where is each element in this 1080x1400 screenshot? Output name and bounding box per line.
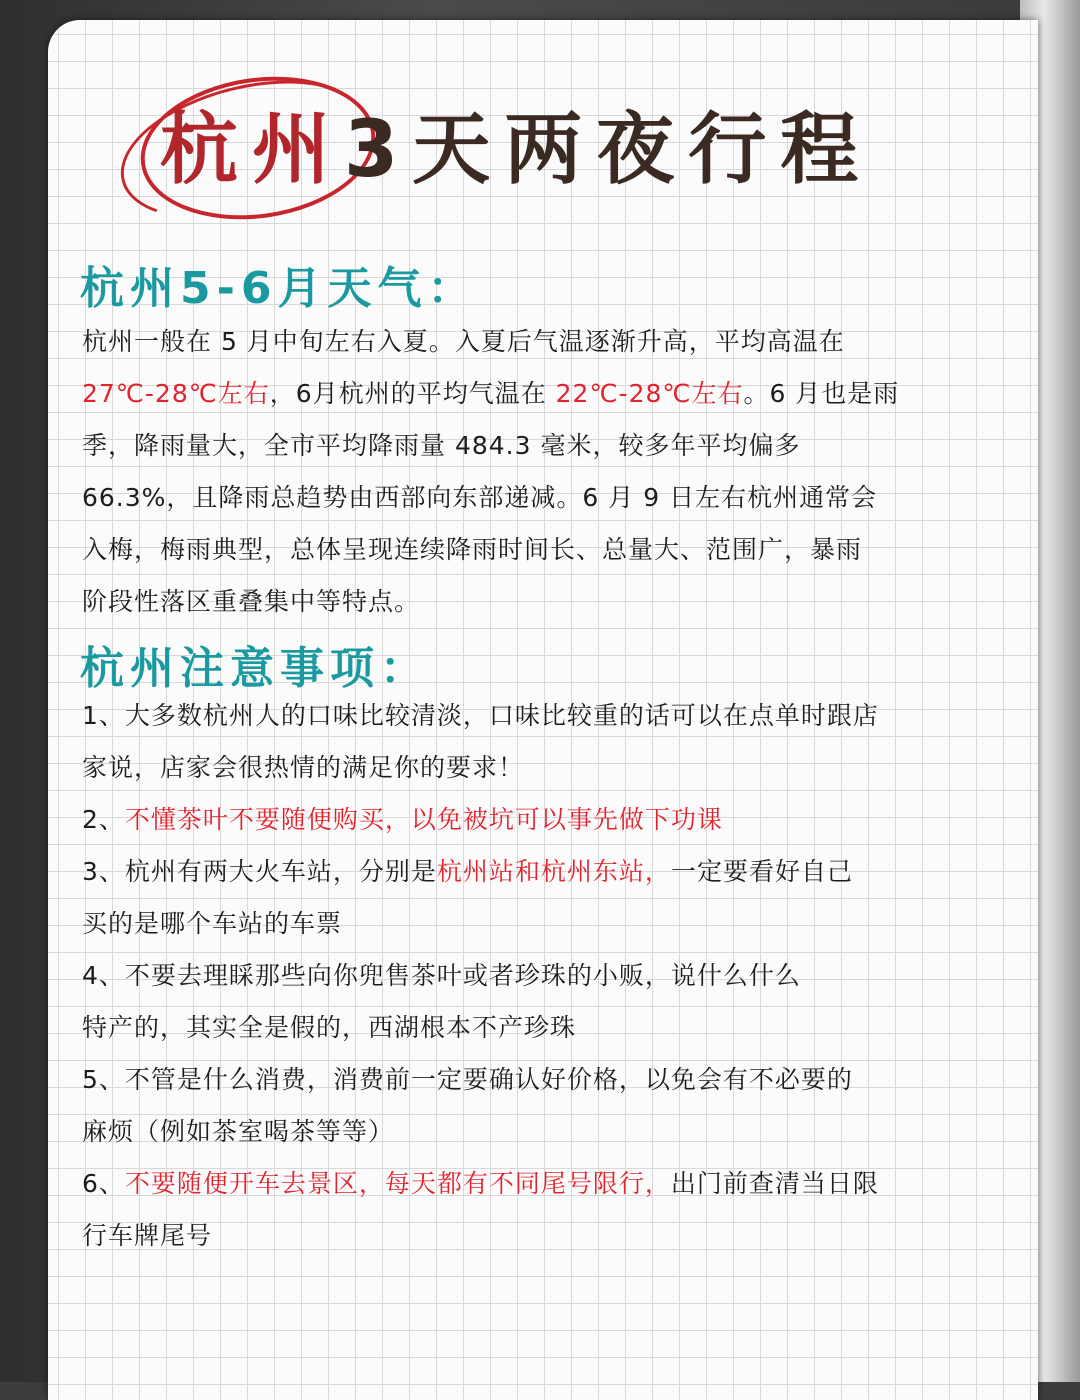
text-segment: 季，降雨量大，全市平均降雨量 484.3 毫米，较多年平均偏多 xyxy=(82,431,801,460)
text-segment: 5、不管是什么消费，消费前一定要确认好价格，以免会有不必要的 xyxy=(82,1065,853,1094)
title-rest: 3天两夜行程 xyxy=(344,105,873,195)
weather-line xyxy=(82,576,962,628)
text-segment: 4、不要去理睬那些向你兜售茶叶或者珍珠的小贩，说什么什么 xyxy=(82,961,801,990)
text-segment: 6、 xyxy=(82,1169,125,1198)
note-line xyxy=(82,1158,962,1210)
highlighted-text: 不要随便开车去景区，每天都有不同尾号限行， xyxy=(124,1169,671,1198)
text-segment: 1、大多数杭州人的口味比较清淡，口味比较重的话可以在点单时跟店 xyxy=(82,701,879,730)
text-segment: 一定要看好自己 xyxy=(670,857,853,886)
notes-list xyxy=(82,690,962,1262)
text-segment: 家说，店家会很热情的满足你的要求！ xyxy=(82,753,525,782)
weather-line xyxy=(82,368,962,420)
text-segment: 特产的，其实全是假的，西湖根本不产珍珠 xyxy=(82,1013,577,1042)
page-title xyxy=(160,88,872,198)
weather-line xyxy=(82,524,962,576)
note-line xyxy=(82,794,962,846)
text-segment: ，6月杭州的平均气温在 xyxy=(269,379,556,408)
text-segment: 杭州一般在 5 月中旬左右入夏。入夏后气温逐渐升高，平均高温在 xyxy=(82,327,845,356)
weather-paragraph xyxy=(82,316,962,628)
note-line xyxy=(82,1002,962,1054)
title-highlight: 杭州 xyxy=(160,105,345,195)
note-line xyxy=(82,1210,962,1262)
text-segment: 买的是哪个车站的车票 xyxy=(82,909,343,938)
text-segment: 3、杭州有两大火车站，分别是 xyxy=(82,857,437,886)
text-segment: 行车牌尾号 xyxy=(82,1221,213,1250)
weather-heading: 杭州5-6月天气： xyxy=(80,263,478,314)
highlighted-text: 22℃-28℃左右 xyxy=(555,379,744,408)
text-segment: 入梅，梅雨典型，总体呈现连续降雨时间长、总量大、范围广，暴雨 xyxy=(82,535,863,564)
note-line xyxy=(82,1106,962,1158)
text-segment: 66.3%，且降雨总趋势由西部向东部递减。6 月 9 日左右杭州通常会 xyxy=(82,483,878,512)
highlighted-text: 27℃-28℃左右 xyxy=(82,379,270,408)
weather-line xyxy=(82,316,962,368)
text-segment: 2、 xyxy=(82,805,125,834)
text-segment: 出门前查清当日限 xyxy=(670,1169,879,1198)
note-line xyxy=(82,898,962,950)
note-line xyxy=(82,742,962,794)
weather-line xyxy=(82,420,962,472)
weather-line xyxy=(82,472,962,524)
note-line xyxy=(82,690,962,742)
text-segment: 阶段性落区重叠集中等特点。 xyxy=(82,587,421,616)
note-line xyxy=(82,846,962,898)
note-line xyxy=(82,950,962,1002)
text-segment: 。6 月也是雨 xyxy=(743,379,900,408)
highlighted-text: 不懂茶叶不要随便购买，以免被坑可以事先做下功课 xyxy=(124,805,723,834)
text-segment: 麻烦（例如茶室喝茶等等） xyxy=(82,1117,395,1146)
notes-heading: 杭州注意事项： xyxy=(80,643,430,694)
highlighted-text: 杭州站和杭州东站， xyxy=(436,857,671,886)
note-line xyxy=(82,1054,962,1106)
